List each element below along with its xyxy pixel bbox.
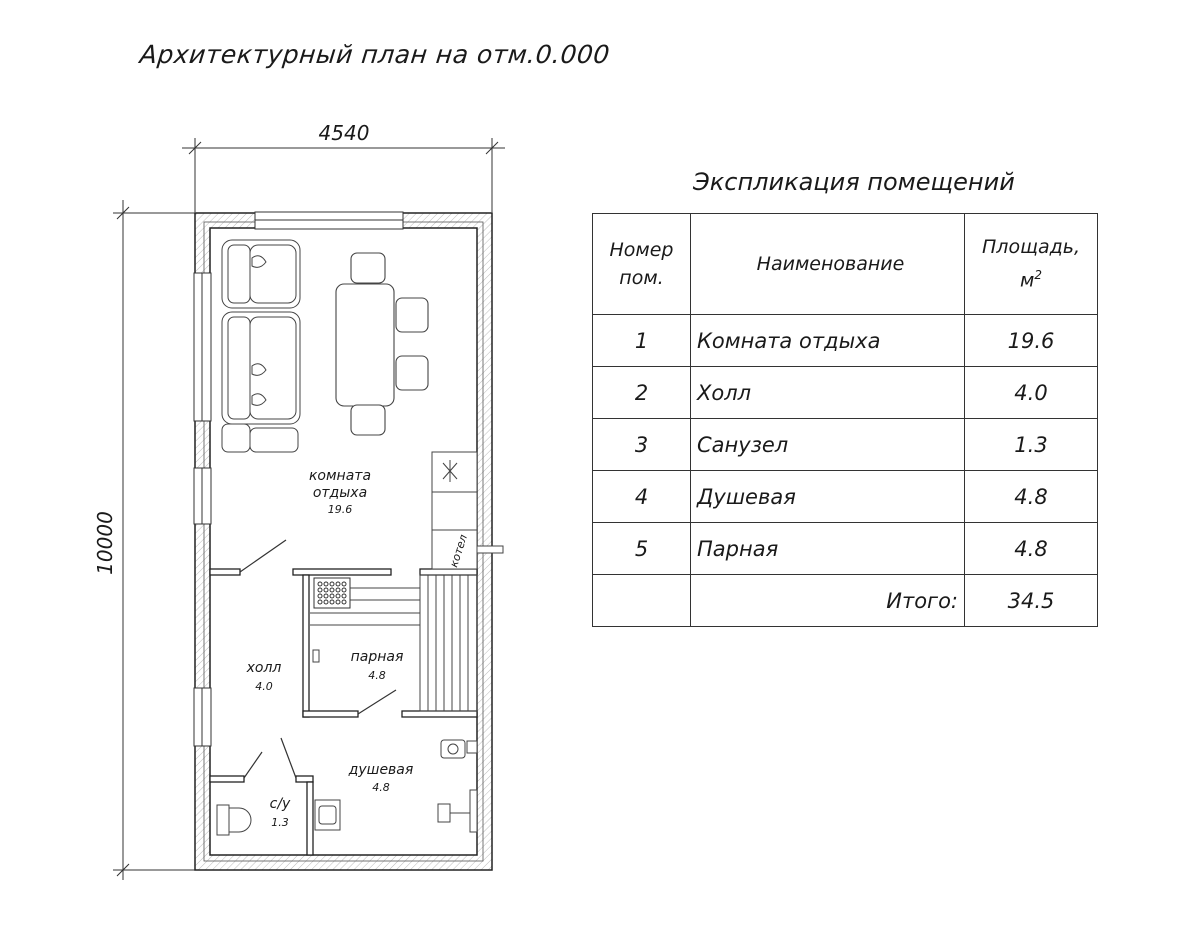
row-area: 4.8	[965, 523, 1098, 575]
width-dimension	[182, 138, 505, 212]
row-name: Душевая	[691, 471, 965, 523]
sauna-stove	[314, 578, 350, 608]
room-3-area: 1.3	[271, 816, 289, 829]
header-name: Наименование	[691, 214, 965, 315]
height-dimension-label: 10000	[93, 511, 117, 575]
room-2-area: 4.0	[255, 680, 273, 693]
row-number: 4	[593, 471, 691, 523]
room-5-label: парная	[350, 649, 404, 665]
header-area-sup: 2	[1034, 268, 1042, 283]
room-4-label: душевая	[348, 762, 414, 778]
explication-title: Экспликация помещений	[693, 168, 1015, 196]
room-2-label: холл	[246, 660, 282, 676]
row-number: 2	[593, 367, 691, 419]
header-number	[593, 214, 691, 315]
table-row	[593, 471, 1098, 523]
row-name: Холл	[691, 367, 965, 419]
header-area-line1: Площадь,	[982, 236, 1080, 259]
table-row	[593, 315, 1098, 367]
row-area: 4.8	[965, 471, 1098, 523]
drawing-title: Архитектурный план на отм.0.000	[138, 40, 612, 69]
row-area: 4.0	[965, 367, 1098, 419]
total-area: 34.5	[965, 575, 1098, 627]
row-number: 1	[593, 315, 691, 367]
room-5-area: 4.8	[368, 669, 386, 682]
total-label: Итого:	[691, 575, 965, 627]
room-4-area: 4.8	[372, 781, 390, 794]
boiler-label: котел	[447, 532, 471, 569]
header-number-line2: пом.	[619, 267, 664, 289]
width-dimension-label: 4540	[318, 121, 370, 145]
total-row	[593, 575, 1098, 627]
height-dimension	[113, 200, 195, 880]
row-number: 5	[593, 523, 691, 575]
row-area: 1.3	[965, 419, 1098, 471]
header-area-unit: м	[1020, 269, 1035, 292]
room-1-label-line1: комната	[308, 468, 372, 484]
total-empty-cell	[593, 575, 691, 627]
room-1-label-line2: отдыха	[312, 485, 368, 501]
room-3-label: с/у	[269, 796, 291, 812]
table-row	[593, 523, 1098, 575]
row-number: 3	[593, 419, 691, 471]
table-row	[593, 419, 1098, 471]
header-number-line1: Номер	[609, 239, 674, 261]
row-name: Комната отдыха	[691, 315, 965, 367]
sofa	[222, 240, 300, 452]
row-name: Санузел	[691, 419, 965, 471]
row-name: Парная	[691, 523, 965, 575]
row-area: 19.6	[965, 315, 1098, 367]
header-area	[965, 214, 1098, 315]
explication-table	[592, 213, 1098, 627]
room-1-area: 19.6	[327, 503, 353, 516]
explication-header-row	[593, 214, 1098, 315]
table-row	[593, 367, 1098, 419]
